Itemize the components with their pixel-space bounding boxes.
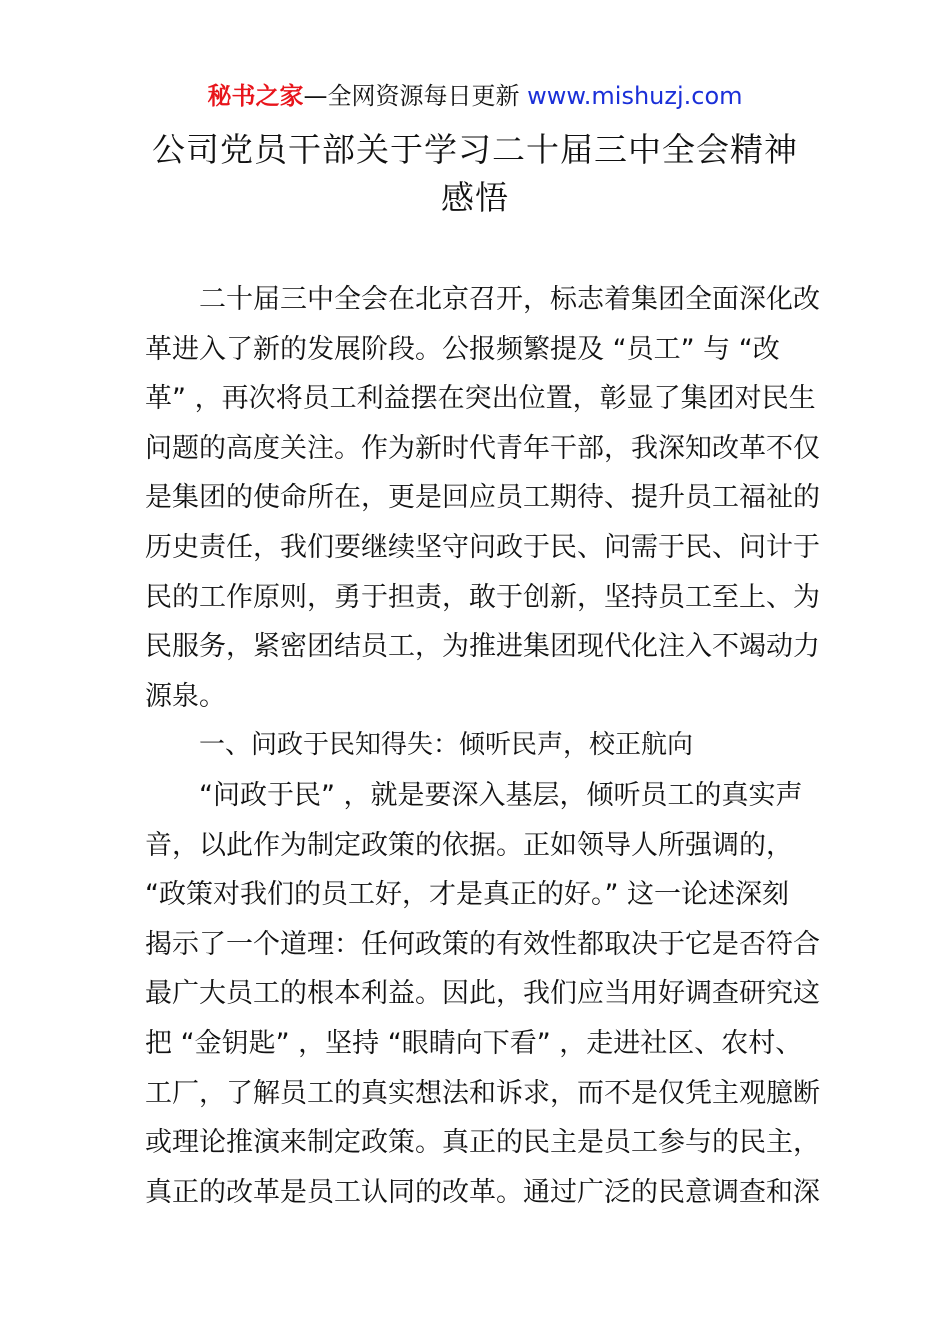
section-heading: 一、问政于民知得失：倾听民声，校正航向: [199, 730, 694, 761]
paragraph-line: 揭示了一个道理：任何政策的有效性都取决于它是否符合: [145, 928, 820, 960]
site-banner: [0, 80, 950, 112]
paragraph-line: “政策对我们的员工好，才是真正的好。” 这一论述深刻: [145, 879, 790, 911]
paragraph-line: “问政于民” ，就是要深入基层，倾听员工的真实声: [199, 779, 803, 811]
paragraph-line: 源泉。: [145, 680, 226, 712]
title-line-1: 公司党员干部关于学习二十届三中全会精神: [152, 130, 798, 169]
paragraph-line: 二十届三中全会在北京召开，标志着集团全面深化改: [199, 284, 820, 315]
paragraph-line: 历史责任，我们要继续坚守问政于民、问需于民、问计于: [145, 531, 820, 563]
paragraph-line: 问题的高度关注。作为新时代青年干部，我深知改革不仅: [145, 432, 820, 464]
paragraph-line: 是集团的使命所在，更是回应员工期待、提升员工福祉的: [145, 482, 820, 514]
paragraph-line: 真正的改革是员工认同的改革。通过广泛的民意调查和深: [145, 1176, 820, 1208]
site-url-link[interactable]: www.mishuzj.com: [527, 82, 743, 110]
banner-tagline: —全网资源每日更新: [303, 82, 520, 110]
paragraph-line: 民服务，紧密团结员工，为推进集团现代化注入不竭动力: [145, 631, 820, 663]
paragraph-line: 音，以此作为制定政策的依据。正如领导人所强调的，: [145, 829, 793, 861]
document-body: [145, 275, 820, 1217]
brand-name: 秘书之家: [207, 82, 304, 110]
paragraph-line: 把 “金钥匙” ，坚持 “眼睛向下看” ，走进社区、农村、: [145, 1027, 803, 1059]
paragraph-line: 民的工作原则，勇于担责，敢于创新，坚持员工至上、为: [145, 581, 820, 613]
paragraph-line: 或理论推演来制定政策。真正的民主是员工参与的民主，: [145, 1127, 820, 1159]
paragraph-line: 最广大员工的根本利益。因此，我们应当用好调查研究这: [145, 978, 820, 1010]
title-line-2: 感悟: [441, 178, 509, 217]
paragraph-line: 工厂，了解员工的真实想法和诉求，而不是仅凭主观臆断: [145, 1077, 820, 1109]
paragraph-line: 革进入了新的发展阶段。公报频繁提及 “员工” 与 “改: [145, 333, 780, 365]
paragraph-line: 革” ，再次将员工利益摆在突出位置，彰显了集团对民生: [145, 383, 816, 415]
document-title: [0, 126, 950, 222]
